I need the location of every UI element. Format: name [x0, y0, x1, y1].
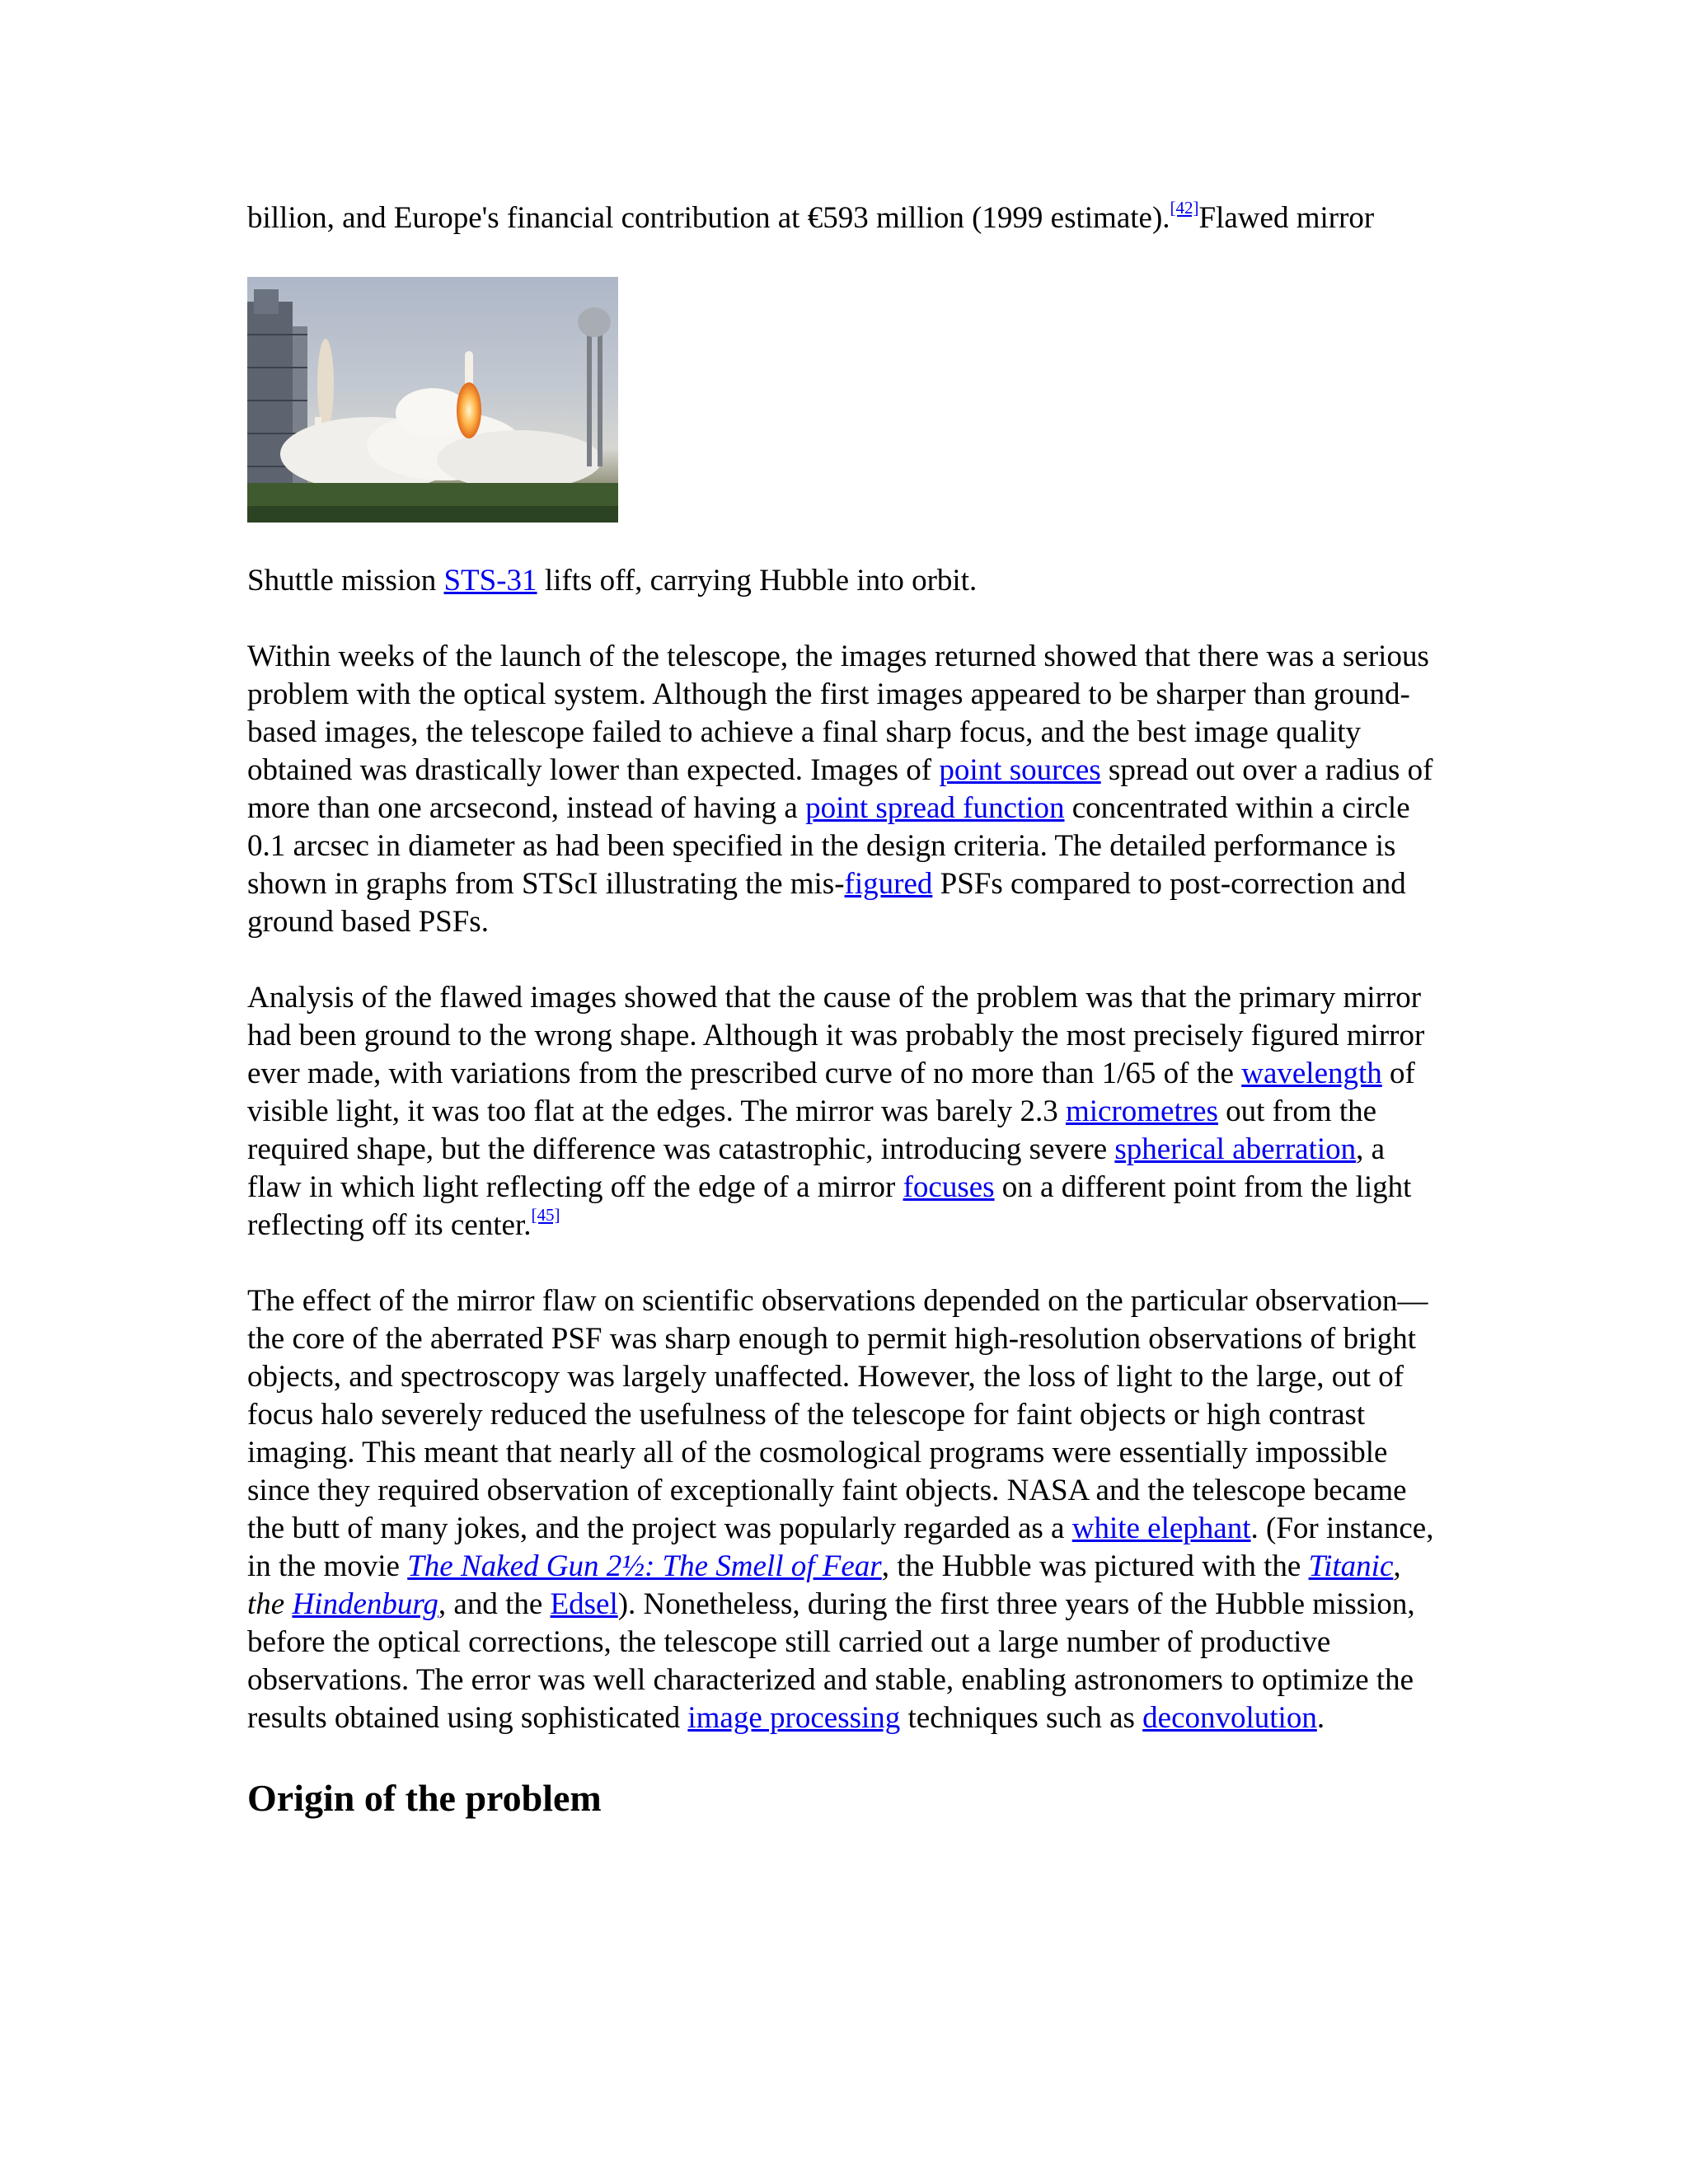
figured-link[interactable]: figured: [844, 867, 933, 901]
citation-42-link[interactable]: [42]: [1170, 198, 1199, 218]
flawed-mirror-heading-text: Flawed mirror: [1198, 201, 1375, 235]
titanic-link[interactable]: Titanic: [1308, 1549, 1394, 1583]
white-elephant-link[interactable]: white elephant: [1071, 1511, 1251, 1545]
figure-caption: Shuttle mission STS-31 lifts off, carrying Hubble into orbit.: [247, 564, 978, 598]
hindenburg-link[interactable]: Hindenburg: [292, 1587, 438, 1621]
section-heading-origin: Origin of the problem: [247, 1777, 602, 1819]
deconvolution-link[interactable]: deconvolution: [1142, 1701, 1317, 1735]
sts-31-link[interactable]: STS-31: [443, 564, 537, 598]
point-spread-function-link[interactable]: point spread function: [805, 791, 1065, 825]
paragraph-mirror-analysis: Analysis of the flawed images showed that the cause of the problem was that the primary mirror had been ground to the wrong shape. Although it was probably the most precisely figured mirror ever made, with variations from the prescribed curve of no more than 1/65 of the wavelength of visible light, it was too flat at the edges. The mirror was barely 2.3 micrometres out from the required shape, but the difference was catastrophic, introducing severe spherical aberration, a flaw in which light reflecting off the edge of a mirror focuses on a different point from the light reflecting off its center.[45]: [247, 981, 1425, 1242]
naked-gun-link[interactable]: The Naked Gun 2½: The Smell of Fear: [407, 1549, 882, 1583]
edsel-link[interactable]: Edsel: [550, 1587, 618, 1621]
shuttle-launch-illustration: [247, 277, 618, 523]
focuses-link[interactable]: focuses: [903, 1170, 995, 1204]
intro-paragraph: billion, and Europe's financial contribution at €593 million (1999 estimate).[42]Flawed mirror: [247, 198, 1375, 235]
spherical-aberration-link[interactable]: spherical aberration: [1114, 1132, 1357, 1166]
image-processing-link[interactable]: image processing: [687, 1701, 901, 1735]
citation-45-link[interactable]: [45]: [531, 1205, 560, 1225]
wavelength-link[interactable]: wavelength: [1241, 1057, 1382, 1090]
article-body: [247, 199, 1442, 1821]
paragraph-mirror-effect: The effect of the mirror flaw on scientific observations depended on the particular observation—the core of the aberrated PSF was sharp enough to permit high-resolution observations of bright objects, and spectroscopy was largely unaffected. However, the loss of light to the large, out of focus halo severely reduced the usefulness of the telescope for faint objects or high contrast imaging. This meant that nearly all of the cosmological programs were essentially impossible since they required observation of exceptionally faint objects. NASA and the telescope became the butt of many jokes, and the project was popularly regarded as a white elephant. (For instance, in the movie The Naked Gun 2½: The Smell of Fear, the Hubble was pictured with the Titanic, the Hindenburg, and the Edsel). Nonetheless, during the first three years of the Hubble mission, before the optical corrections, the telescope still carried out a large number of productive observations. The error was well characterized and stable, enabling astronomers to optimize the results obtained using sophisticated image processing techniques such as deconvolution.: [247, 1284, 1434, 1735]
paragraph-launch-problem: Within weeks of the launch of the telescope, the images returned showed that there was a serious problem with the optical system. Although the first images appeared to be sharper than ground-based images, the telescope failed to achieve a final sharp focus, and the best image quality obtained was drastically lower than expected. Images of point sources spread out over a radius of more than one arcsecond, instead of having a point spread function concentrated within a circle 0.1 arcsec in diameter as had been specified in the design criteria. The detailed performance is shown in graphs from STScI illustrating the mis-figured PSFs compared to post-correction and ground based PSFs.: [247, 640, 1433, 939]
point-sources-link[interactable]: point sources: [939, 753, 1101, 787]
micrometres-link[interactable]: micrometres: [1065, 1094, 1218, 1128]
shuttle-launch-image: [247, 277, 618, 523]
